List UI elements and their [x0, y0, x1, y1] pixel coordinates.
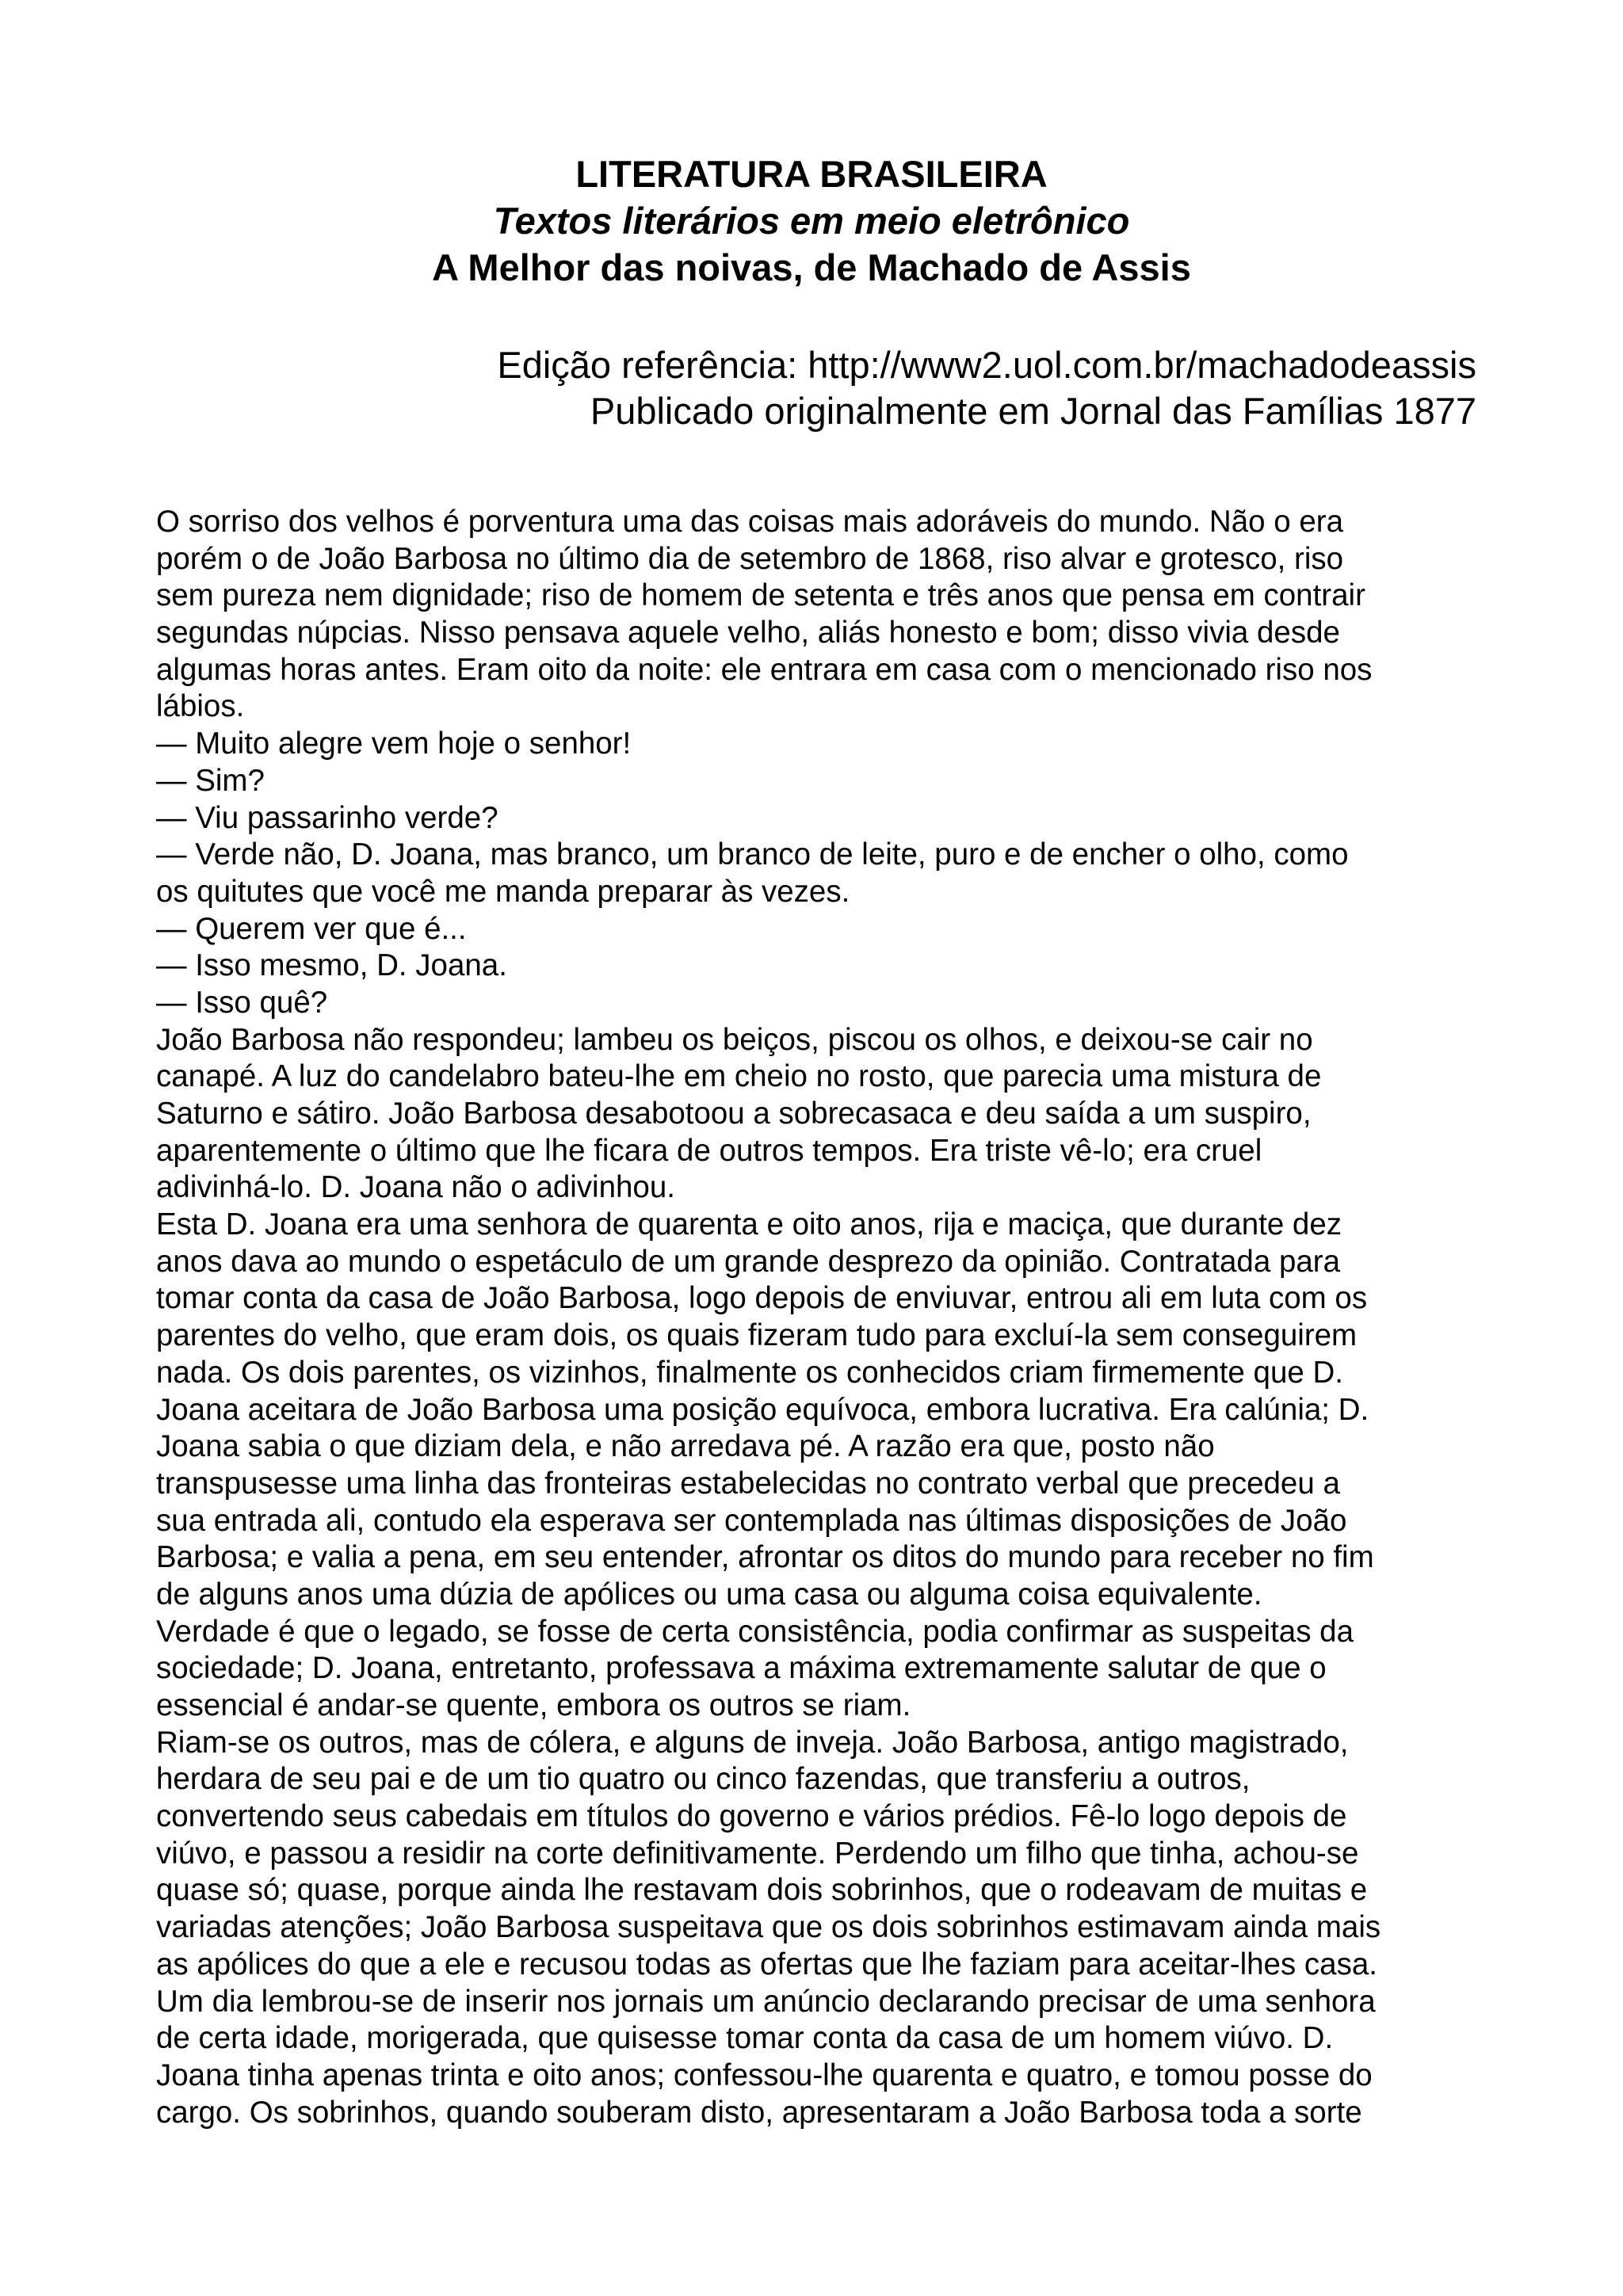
text-line: quase só; quase, porque ainda lhe restavam dois sobrinhos, que o rodeavam de muitas e — [156, 1873, 1368, 1908]
text-line: Verdade é que o legado, se fosse de certa consistência, podia confirmar as suspeitas da — [156, 1614, 1354, 1649]
text-line: os quitutes que você me manda preparar às vezes. — [156, 874, 850, 909]
text-line: de certa idade, morigerada, que quisesse tomar conta da casa de um homem viúvo. D. — [156, 2021, 1334, 2056]
text-line: essencial é andar-se quente, embora os outros se riam. — [156, 1688, 911, 1722]
text-line: de alguns anos uma dúzia de apólices ou uma casa ou alguma coisa equivalente. — [156, 1577, 1262, 1611]
text-line: Um dia lembrou-se de inserir nos jornais um anúncio declarando precisar de uma senhora — [156, 1984, 1376, 2019]
text-line: Joana tinha apenas trinta e oito anos; confessou-lhe quarenta e quatro, e tomou posse do — [156, 2058, 1373, 2092]
text-line: algumas horas antes. Eram oito da noite: ele entrara em casa com o mencionado riso nos — [156, 652, 1373, 687]
edition-reference: Edição referência: http://www2.uol.com.br/machadodeassis — [497, 344, 1476, 386]
text-line: João Barbosa não respondeu; lambeu os beiços, piscou os olhos, e deixou-se cair no — [156, 1022, 1313, 1057]
text-line: canapé. A luz do candelabro bateu-lhe em cheio no rosto, que parecia uma mistura de — [156, 1059, 1322, 1094]
text-line: segundas núpcias. Nisso pensava aquele velho, aliás honesto e bom; disso vivia desde — [156, 616, 1340, 650]
body-text — [156, 504, 1487, 2131]
text-line: Joana aceitara de João Barbosa uma posição equívoca, embora lucrativa. Era calúnia; D. — [156, 1392, 1369, 1427]
source-info — [497, 342, 1476, 434]
text-line: convertendo seus cabedais em títulos do governo e vários prédios. Fê-lo logo depois de — [156, 1799, 1347, 1834]
text-line: — Isso quê? — [156, 985, 328, 1020]
text-line: — Viu passarinho verde? — [156, 800, 498, 835]
text-line: viúvo, e passou a residir na corte definitivamente. Perdendo um filho que tinha, achou-se — [156, 1836, 1359, 1871]
text-line: — Querem ver que é... — [156, 911, 467, 946]
text-line: sociedade; D. Joana, entretanto, professava a máxima extremamente salutar de que o — [156, 1651, 1327, 1686]
document-title: LITERATURA BRASILEIRA — [575, 153, 1048, 195]
text-line: — Verde não, D. Joana, mas branco, um branco de leite, puro e de encher o olho, como — [156, 837, 1349, 872]
text-line: tomar conta da casa de João Barbosa, logo depois de enviuvar, entrou ali em luta com os — [156, 1281, 1368, 1316]
text-line: sua entrada ali, contudo ela esperava ser contemplada nas últimas disposições de João — [156, 1503, 1347, 1538]
text-line: Barbosa; e valia a pena, em seu entender, afrontar os ditos do mundo para receber no fim — [156, 1540, 1374, 1575]
document-subtitle: Textos literários em meio eletrônico — [493, 200, 1130, 242]
document-header — [0, 151, 1623, 291]
text-line: porém o de João Barbosa no último dia de setembro de 1868, riso alvar e grotesco, riso — [156, 541, 1344, 576]
text-line: parentes do velho, que eram dois, os quais fizeram tudo para excluí-la sem conseguirem — [156, 1318, 1358, 1353]
work-title: A Melhor das noivas, de Machado de Assis — [432, 246, 1191, 288]
text-line: adivinhá-lo. D. Joana não o adivinhou. — [156, 1170, 675, 1205]
text-line: O sorriso dos velhos é porventura uma das coisas mais adoráveis do mundo. Não o era — [156, 505, 1343, 539]
text-line: lábios. — [156, 689, 245, 724]
text-line: Joana sabia o que diziam dela, e não arredava pé. A razão era que, posto não — [156, 1429, 1215, 1464]
text-line: Riam-se os outros, mas de cólera, e alguns de inveja. João Barbosa, antigo magistrado, — [156, 1725, 1349, 1760]
text-line: transpusesse uma linha das fronteiras estabelecidas no contrato verbal que precedeu a — [156, 1466, 1340, 1501]
text-line: — Muito alegre vem hoje o senhor! — [156, 727, 632, 761]
text-line: — Isso mesmo, D. Joana. — [156, 948, 507, 983]
original-publication: Publicado originalmente em Jornal das Famílias 1877 — [590, 390, 1476, 432]
text-line: — Sim? — [156, 763, 265, 798]
text-line: as apólices do que a ele e recusou todas as ofertas que lhe faziam para aceitar-lhes casa. — [156, 1947, 1377, 1981]
text-line: anos dava ao mundo o espetáculo de um grande desprezo da opinião. Contratada para — [156, 1244, 1340, 1279]
text-line: variadas atenções; João Barbosa suspeitava que os dois sobrinhos estimavam ainda mais — [156, 1910, 1381, 1945]
text-line: herdara de seu pai e de um tio quatro ou cinco fazendas, que transferiu a outros, — [156, 1762, 1251, 1797]
text-line: Esta D. Joana era uma senhora de quarenta e oito anos, rija e maciça, que durante dez — [156, 1207, 1342, 1242]
text-line: cargo. Os sobrinhos, quando souberam disto, apresentaram a João Barbosa toda a sorte — [156, 2095, 1362, 2130]
text-line: aparentemente o último que lhe ficara de outros tempos. Era triste vê-lo; era cruel — [156, 1133, 1262, 1168]
text-line: sem pureza nem dignidade; riso de homem de setenta e três anos que pensa em contrair — [156, 578, 1365, 613]
text-line: Saturno e sátiro. João Barbosa desabotoou a sobrecasaca e deu saída a um suspiro, — [156, 1097, 1312, 1131]
text-line: nada. Os dois parentes, os vizinhos, finalmente os conhecidos criam firmemente que D. — [156, 1355, 1343, 1390]
